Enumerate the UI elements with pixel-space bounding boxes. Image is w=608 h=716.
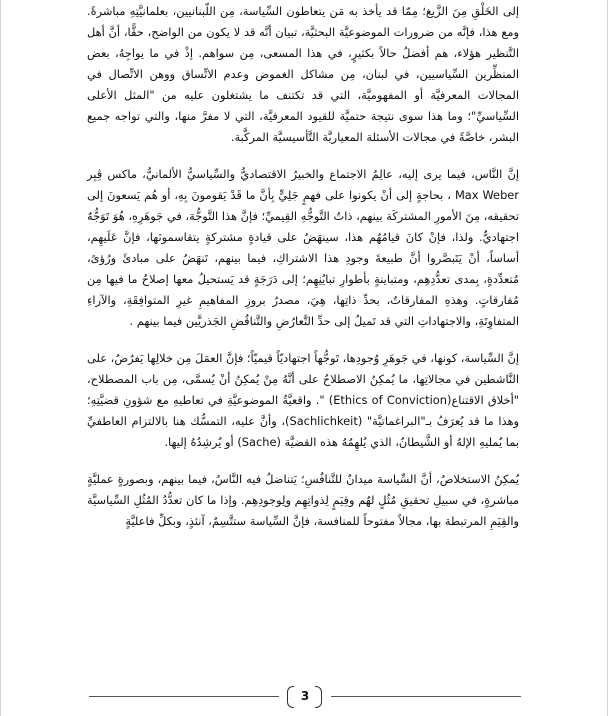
page-number-bracket-right [315, 686, 322, 708]
page-footer [89, 684, 521, 712]
footer-rule-right [331, 696, 521, 697]
footer-rule-left [89, 696, 279, 697]
paragraph-1: إلى الخَلْقِ مِنَ الزَّيغ؛ مِمّا قد يأخذ به مَن يتعاطون السِّياسة، مِن اللّبنانيين، بعلمانيَّتِهِ مباشرةً. ومع هذا، فإنَّه من ضرورات الموضوعيَّة البحثيَّة، تبيان أنَّه قد لا يكون من الواضح، حقًّا، أنَّ أهل التَّنظير هؤلاء، هم أفضلُ حالاً بكثيرٍ، في هذا المسعى، مِن سواهم. إذْ في ما يواجِهُ، بعض المنظِّرين السِّياسيين، في لبنان، مِن مشاكل الغموض وعدم الاتِّساق ووهن الاتِّصال في المجالات المعرفيَّة أو المفهوميَّة، التي قد تكتنف ما يشتغلون عليه من "المثل الأعلى السِّياسيِّ"؛ وما هذا سوى نتيجة حتميَّة للقيود المعرفيَّة، التي لا مفرَّ منها، والتي تواجه جميع البشر، خاصَّةً في مجالات الأسئلة المعياريَّة التَّأسيسيَّة المركَّبة. [87, 4, 519, 144]
page-body [87, 0, 519, 532]
paragraph-4: يُمكِنُ الاستخلاصُ، أنَّ السِّياسة ميدانٌ للتَّنافُسِ؛ يَتناضلُ فيه النَّاسُ، فيما بينهم، وبصورةٍ عمليَّةٍ مباشرةٍ، في سبيلِ تحقيقِ مُثُلٍ لهُم وقِيَمٍ لِذواتِهِم ولِوجودِهِم. وإذا ما كان تعدُّدُ المُثُلِ السِّياسيَّة والقِيَمِ المرتبطة بها، مجالاً مفتوحاً للمنافسة، فإنَّ السِّياسة ستتَّسِمُ، آنئذٍ، وبكلِّ فاعليَّةٍ [87, 472, 519, 528]
paragraph-2: إنَّ النَّاس، فيما يرى إليه، عالِمُ الاجتماع والخبيرُ الاقتصاديُّ والسِّياسيُّ الألمانيُّ، ماكس ڤِبِر Max Weber ، بحاجةٍ إلى أنْ يكونوا على فهمٍ جَلِيٍّ بِأنَّ ما قَدْ يَقومونَ بِهِ، أو هُم يَسعونَ إلى تحقيقه، مِنَ الأمورِ المشتركَة بينهم، ذاتُ التَّوجُّهِ القِيميِّ؛ فإنَّ هذا التَّوجُّهَ، في جَوهَرِهِ، هُوَ تَوَجُّهٌ اجتهاديٌّ. ولذا، فإنْ كانَ قيامُهُم هذا، سينهَضُ على قيادةٍ مشتركةٍ يتقاسمونَها، فإنَّ عَلَيهِم، أساساً، أنْ يَتَبصَّروا أنَّ طبيعةَ وجودِ هذا الاشتراكِ، فيما بينهم، تَنهَضُ على مبادئَ ورُؤىً، مُتعدِّدةٍ، بِمدى تعدُّدِهِم، ومتباينةٍ بأطوارِ تبايُنِهِم؛ إلى دَرَجَةٍ قد يَستحيلُ معها إصلاحُ ما فيها مِن مُفارقاتٍ. وهذهِ المفارقاتُ، بحدِّ ذاتِها، هِيَ، مصدرُ بروزِ المفاهيمِ غيرِ المتوافِقَةِ، والآراءِ المتفاوِتَةِ، والاجتهاداتِ التي قد تَميلُ إلى حدِّ التَّعارُضِ والتَّناقُضِ الجَذريَّين فيما بينهم . [87, 167, 519, 328]
page-number: 3 [300, 689, 310, 703]
paragraph-3: إنَّ السِّياسة، كونها، في جَوهَرِ وُجودِها، تَوجُّهاً اجتهاديّاً قيميّاً؛ فإنَّ العمَلَ مِن خلالِها يَفرُضُ، على النَّاشطين في مجالاتِها، ما يُمكِنُ الاصطلاحُ على أنَّهُ مِنْ يُمكِنُ أنْ يُسمَّى، مِن باب المصطلاح، "أخلاق الاقتناع(Ethics of Conviction) ". واقعيَّةُ الموضوعيَّةِ في تعاطيهِ مع شؤونِ قضيَّتِهِ؛ وهذا ما قد يُعرَفُ بـ"البراغماتيَّة" (Sachlichkeit)، وأنَّ عليه، التمسُّك هنا بالالتزام العاطفيِّ بما يُمليهِ الإلهُ أو الشَّيطانُ، الذي يُلهِمُهُ هذه القضيَّة (Sache) أو يُرشِدُهُ إليها. [87, 351, 519, 449]
